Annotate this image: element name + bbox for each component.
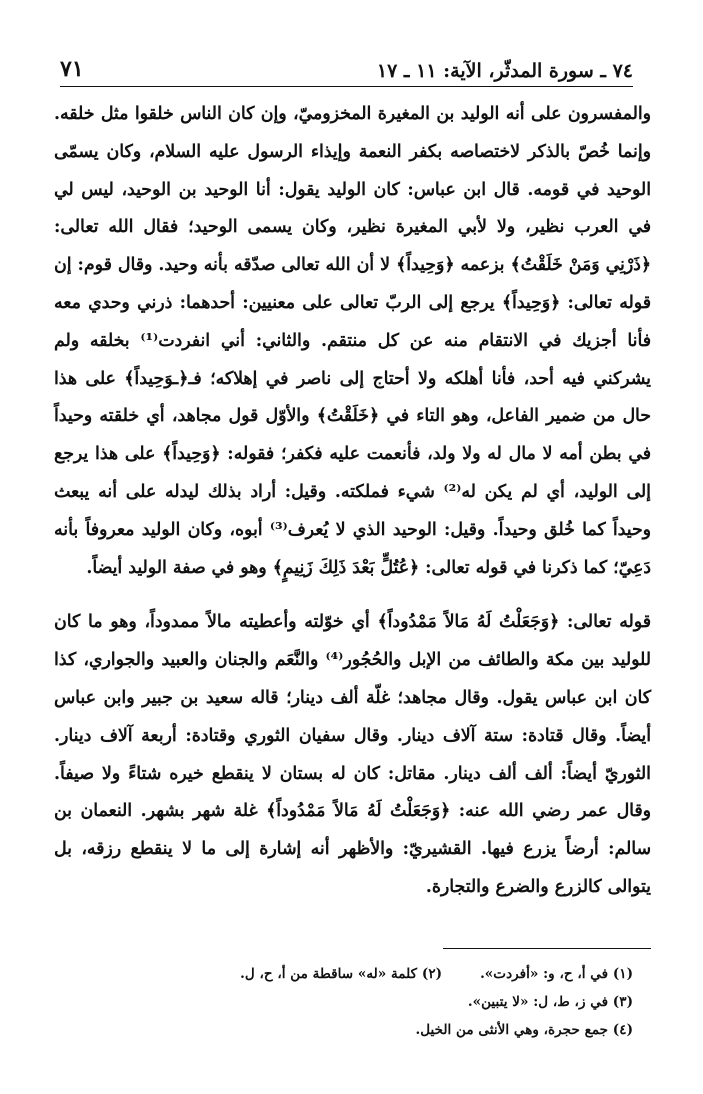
- footnote-1: (١) في أ، ح، و: «أفردت».: [480, 966, 633, 982]
- main-text: [54, 96, 651, 907]
- footnote-3: (٣) في ز، ط، ل: «لا يتبين».: [467, 994, 633, 1010]
- footnote-4: (٤) جمع حجرة، وهي الأنثى من الخيل.: [415, 1022, 633, 1038]
- footnotes: [150, 960, 633, 1044]
- paragraph-2: قوله تعالى: ﴿وَجَعَلْتُ لَهُ مَالاً مَمْدُوداً﴾ أي خوّلته وأعطيته مالاً ممدوداً، وهو ما كان للوليد بين مكة والطائف من الإبل والحُجُور⁽⁴⁾ والنَّعَم والجنان والعبيد والجواري، كذا كان ابن عباس يقول. وقال مجاهد؛ غلّة ألف دينار؛ قاله سعيد بن جبير وابن عباس أيضاً. وقال قتادة: ستة آلاف دينار. وقال سفيان الثوري وقتادة: أربعة آلاف دينار. الثوريّ أيضاً: ألف ألف دينار. مقاتل: كان له بستان لا ينقطع خيره شتاءً ولا صيفاً. وقال عمر رضي الله عنه: ﴿وَجَعَلْتُ لَهُ مَالاً مَمْدُوداً﴾ غلة شهر بشهر. النعمان بن سالم: أرضاً يزرع فيها. القشيريّ: والأظهر أنه إشارة إلى ما لا ينقطع رزقه، بل يتوالى كالزرع والضرع والتجارة.: [54, 612, 652, 897]
- footnote-separator: [443, 948, 651, 949]
- page-header: [60, 50, 633, 87]
- footnote-2: (٢) كلمة «له» ساقطة من أ، ح، ل.: [240, 966, 443, 982]
- running-title: ٧٤ ـ سورة المدثّر، الآية: ١١ ـ ١٧: [376, 60, 633, 82]
- paragraph-1: والمفسرون على أنه الوليد بن المغيرة المخزوميّ، وإن كان الناس خلقوا مثل خلقه. وإنما خُصّ بالذكر لاختصاصه بكفر النعمة وإيذاء الرسول عليه السلام، وكان يسمّى الوحيد في قومه. قال ابن عباس: كان الوليد يقول: أنا الوحيد بن الوحيد، ليس لي في العرب نظير، ولا لأبي المغيرة نظير، وكان يسمى الوحيد؛ فقال الله تعالى: ﴿ذَرْنِي وَمَنْ خَلَقْتُ﴾ بزعمه ﴿وَحِيداً﴾ لا أن الله تعالى صدّقه بأنه وحيد. وقال قوم: إن قوله تعالى: ﴿وَحِيداً﴾ يرجع إلى الربّ تعالى على معنيين: أحدهما: ذرني وحدي معه فأنا أجزيك في الانتقام منه عن كل منتقم. والثاني: أني انفردت⁽¹⁾ بخلقه ولم يشركني فيه أحد، فأنا أهلكه ولا أحتاج إلى ناصر في إهلاكه؛ فـ﴿ـوَحِيداً﴾ على هذا حال من ضمير الفاعل، وهو التاء في ﴿خَلَقْتُ﴾ والأوّل قول مجاهد، أي خلقته وحيداً في بطن أمه لا مال له ولا ولد، فأنعمت عليه فكفر؛ فقوله: ﴿وَحِيداً﴾ على هذا يرجع إلى الوليد، أي لم يكن له⁽²⁾ شيء فملكته. وقيل: أراد بذلك ليدله على أنه يبعث وحيداً كما خُلق وحيداً. وقيل: الوحيد الذي لا يُعرف⁽³⁾ أبوه، وكان الوليد معروفاً بأنه دَعِيّ؛ كما ذكرنا في قوله تعالى: ﴿عُتُلٍّ بَعْدَ ذَلِكَ زَنِيمٍ﴾ وهو في صفة الوليد أيضاً.: [54, 104, 651, 578]
- footnote-line-1: [150, 960, 633, 988]
- page-number: ٧١: [60, 56, 84, 82]
